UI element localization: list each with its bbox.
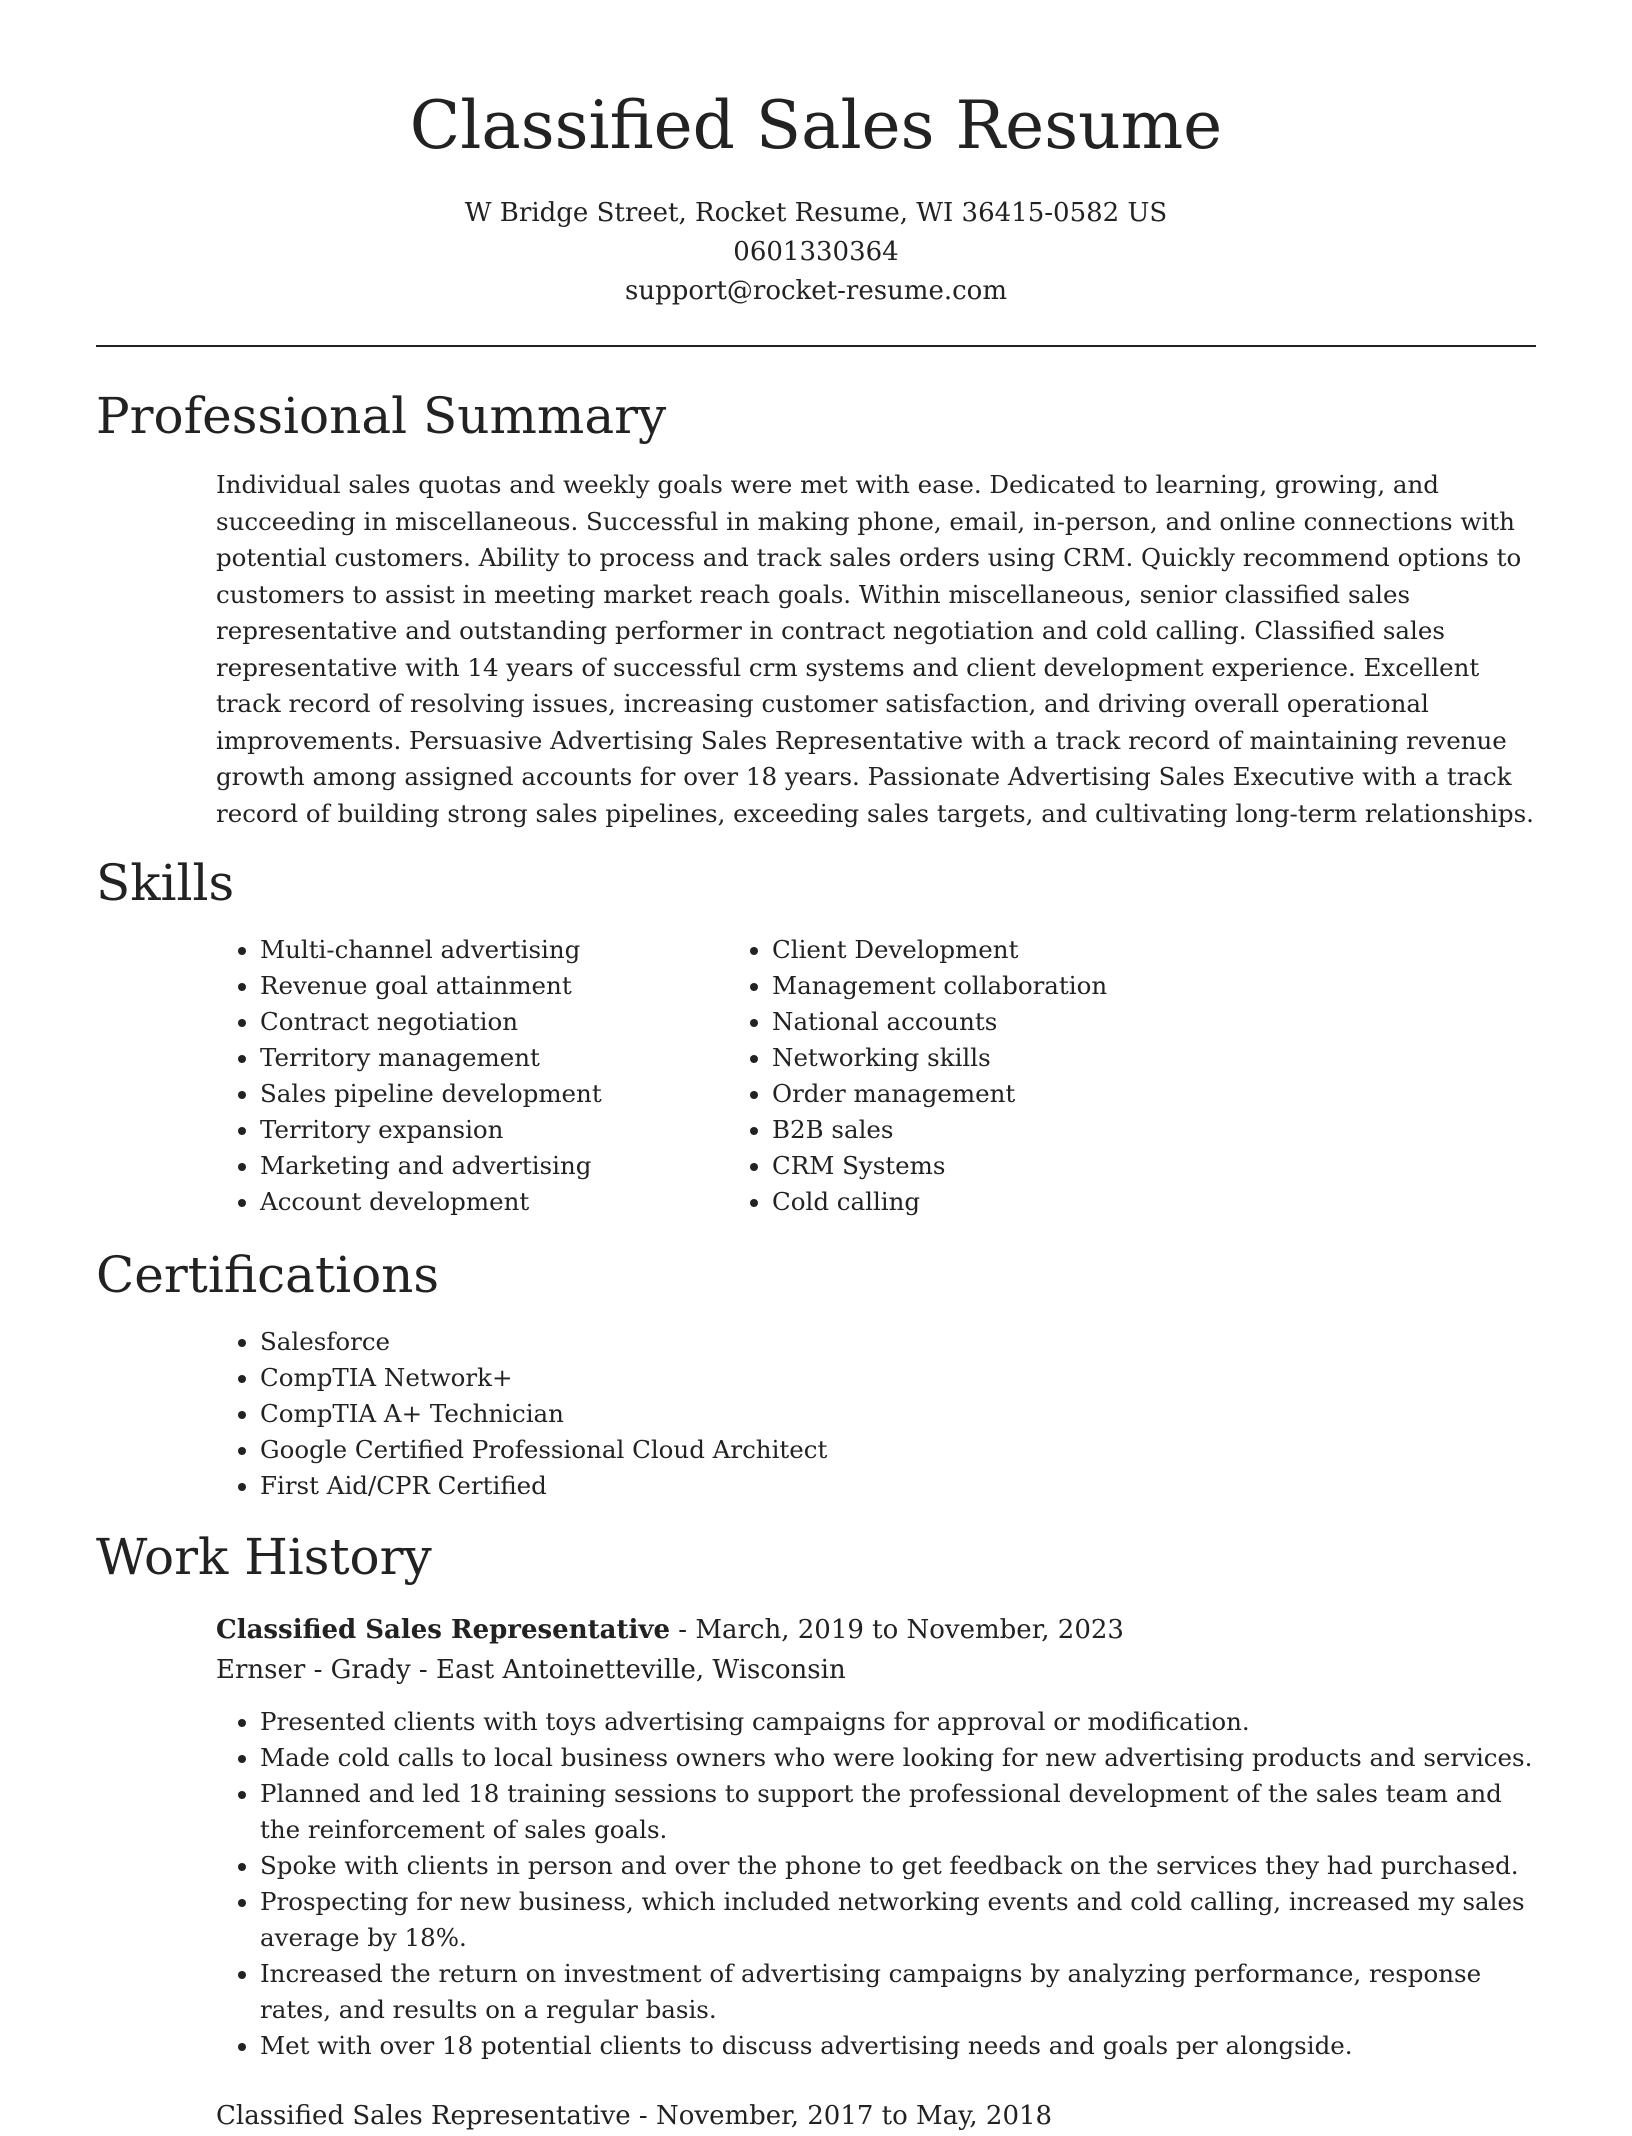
job-duty: • Made cold calls to local business owners who were looking for new advertising products and services. — [260, 1740, 1536, 1776]
job-duty: • Spoke with clients in person and over the phone to get feedback on the services they had purchased. — [260, 1848, 1536, 1884]
resume-page — [96, 0, 1536, 2136]
job-role: Classified Sales Representative — [216, 1615, 671, 1645]
skill-item: • Sales pipeline development — [260, 1076, 746, 1112]
summary-text: Individual sales quotas and weekly goals were met with ease. Dedicated to learning, growing, and succeeding in miscellaneous. Successful in making phone, email, in-person, and online connections with potential customers. Ability to process and track sales orders using CRM. Quickly recommend options to customers to assist in meeting market reach goals. Within miscellaneous, senior classified sales representative and outstanding performer in contract negotiation and cold calling. Classified sales representative with 14 years of successful crm systems and client development experience. Excellent track record of resolving issues, increasing customer satisfaction, and driving overall operational improvements. Persuasive Advertising Sales Representative with a track record of maintaining revenue growth among assigned accounts for over 18 years. Passionate Advertising Sales Executive with a track record of building strong sales pipelines, exceeding sales targets, and cultivating long-term relationships. — [216, 470, 1534, 828]
certifications-list — [96, 1324, 1536, 1504]
job-duty: • Planned and led 18 training sessions to support the professional development of the sales team and the reinforcement of sales goals. — [260, 1776, 1536, 1848]
work-history-heading: Work History — [96, 1528, 432, 1586]
skill-item: • Cold calling — [772, 1184, 1396, 1220]
contact-info — [96, 194, 1536, 311]
skill-item: • Networking skills — [772, 1040, 1396, 1076]
skill-item: • CRM Systems — [772, 1148, 1396, 1184]
certification-item: • CompTIA Network+ — [260, 1360, 1536, 1396]
header-divider — [96, 345, 1536, 347]
job-duty: • Met with over 18 potential clients to discuss advertising needs and goals per alongside. — [260, 2028, 1536, 2064]
job-duty: • Presented clients with toys advertising campaigns for approval or modification. — [260, 1704, 1536, 1740]
job-entry — [216, 2096, 1536, 2136]
certification-item: • CompTIA A+ Technician — [260, 1396, 1536, 1432]
skills-columns — [96, 932, 1536, 1220]
skills-heading: Skills — [96, 854, 235, 912]
skill-item: • Order management — [772, 1076, 1396, 1112]
skill-item: • Account development — [260, 1184, 746, 1220]
certification-item: • First Aid/CPR Certified — [260, 1468, 1536, 1504]
skills-list-right — [746, 932, 1396, 1220]
skill-item: • Revenue goal attainment — [260, 968, 746, 1004]
skill-item: • National accounts — [772, 1004, 1396, 1040]
job-employer: Ernser - Grady - East Antoinetteville, Wisconsin — [216, 1655, 846, 1685]
certification-item: • Salesforce — [260, 1324, 1536, 1360]
job-header — [216, 2096, 1536, 2136]
job-entry — [216, 1610, 1536, 2064]
resume-header — [96, 0, 1536, 311]
job-duty: • Increased the return on investment of advertising campaigns by analyzing performance, response rates, and results on a regular basis. — [260, 1956, 1536, 2028]
resume-title: Classified Sales Resume — [409, 87, 1223, 164]
email: support@rocket-resume.com — [624, 276, 1007, 306]
job-header — [216, 1610, 1536, 1690]
job-dates: - March, 2019 to November, 2023 — [670, 1615, 1124, 1645]
address: W Bridge Street, Rocket Resume, WI 36415-0582 US — [464, 198, 1168, 228]
skill-item: • Multi-channel advertising — [260, 932, 746, 968]
job-title-line — [216, 2096, 1536, 2136]
skills-list-left — [96, 932, 746, 1220]
skill-item: • Contract negotiation — [260, 1004, 746, 1040]
certifications-heading: Certifications — [96, 1246, 440, 1304]
skill-item: • B2B sales — [772, 1112, 1396, 1148]
job-duties-list — [216, 1704, 1536, 2064]
job-dates: - November, 2017 to May, 2018 — [630, 2101, 1053, 2131]
summary-heading: Professional Summary — [96, 387, 667, 445]
job-title-line — [216, 1610, 1536, 1650]
skill-item: • Client Development — [772, 932, 1396, 968]
skill-item: • Territory expansion — [260, 1112, 746, 1148]
phone: 0601330364 — [733, 237, 899, 267]
job-duty: • Prospecting for new business, which included networking events and cold calling, increased my sales average by 18%. — [260, 1884, 1536, 1956]
skill-item: • Territory management — [260, 1040, 746, 1076]
skill-item: • Marketing and advertising — [260, 1148, 746, 1184]
job-role: Classified Sales Representative — [216, 2101, 631, 2131]
skill-item: • Management collaboration — [772, 968, 1396, 1004]
certification-item: • Google Certified Professional Cloud Architect — [260, 1432, 1536, 1468]
